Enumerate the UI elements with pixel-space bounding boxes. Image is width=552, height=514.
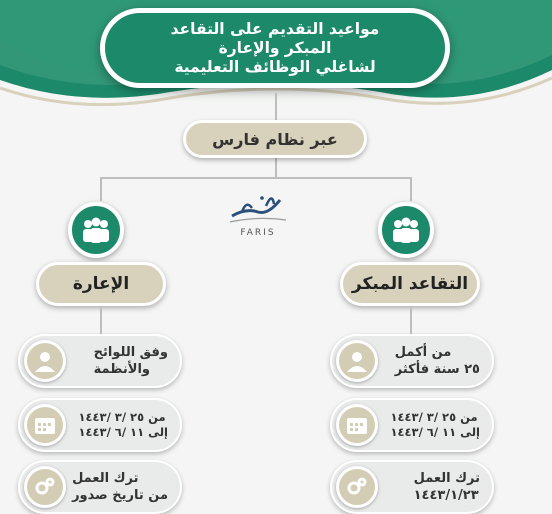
title-line-3: لشاغلي الوظائف التعليمية [174,57,376,76]
retire-card-2-line-2: إلى ١١ /٦ /١٤٤٣ [390,425,480,439]
connector-horizontal [100,177,411,179]
gears-icon [336,466,378,508]
via-system-badge [183,120,367,158]
early-retirement-card-eligibility [330,334,494,388]
loan-card-2-line-2: إلى ١١ /٦ /١٤٤٣ [78,425,168,439]
person-icon [336,340,378,382]
loan-card-1-line-1: وفق اللوائح [93,345,168,360]
early-retirement-card-leave [330,460,494,514]
early-retirement-card-dates [330,398,494,452]
group-icon [389,216,423,244]
retire-card-1-line-1: من أكمل [394,345,452,360]
early-retirement-category-title: التقاعد المبكر [351,274,469,294]
early-retirement-category-pill [340,262,480,306]
loan-category-title: الإعارة [72,274,130,294]
loan-card-3-line-1: ترك العمل [72,471,139,486]
via-label: عبر نظام فارس [212,129,338,149]
retire-card-2-line-1: من ٢٥ /٣ /١٤٤٣ [390,410,478,424]
retire-card-3-line-1: ترك العمل [413,471,480,486]
loan-card-dates [18,398,182,452]
loan-card-3-line-2: من تاريخ صدور [72,488,168,503]
retire-card-1-line-2: ٢٥ سنة فأكثر [394,362,480,377]
title-line-2: المبكر والإعارة [218,38,332,57]
title-line-1: مواعيد التقديم على التقاعد [170,19,380,38]
connector-right-drop [410,177,412,201]
page-title [100,8,450,88]
calendar-icon [24,404,66,446]
loan-group-icon-circle [68,202,124,258]
early-retirement-group-icon-circle [378,202,434,258]
gears-icon [24,466,66,508]
connector-vertical-mid [275,158,277,178]
loan-category-pill [36,262,166,306]
calendar-icon [336,404,378,446]
logo-text: FARIS [240,228,276,238]
left-column-line [100,306,102,336]
connector-vertical-top [275,93,277,120]
group-icon [79,216,113,244]
retire-card-3-line-2: ١٤٤٣/١/٢٣ [413,488,479,503]
connector-left-drop [100,177,102,201]
right-column-line [410,306,412,336]
loan-card-1-line-2: والأنظمة [93,362,151,377]
loan-card-2-line-1: من ٢٥ /٣ /١٤٤٣ [78,410,166,424]
loan-card-leave [18,460,182,514]
loan-card-eligibility [18,334,182,388]
person-icon [24,340,66,382]
